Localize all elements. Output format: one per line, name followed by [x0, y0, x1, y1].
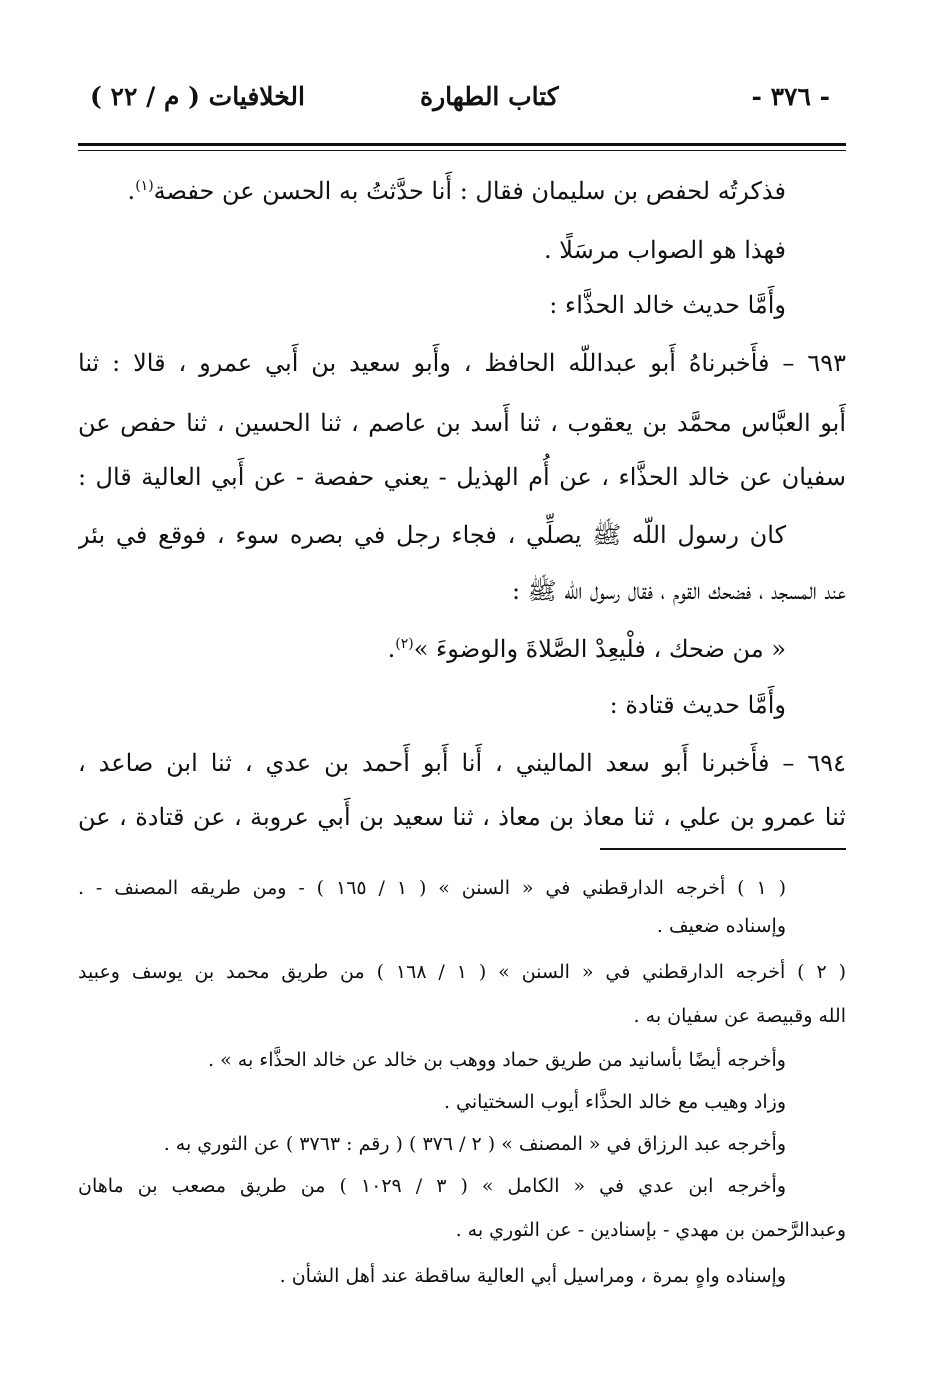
- footnote-1: ( ١ ) أخرجه الدارقطني في « السنن » ( ١ / ١٦٥ ) - ومن طريقه المصنف - .: [78, 877, 787, 899]
- body-line: فهذا هو الصواب مرسَلًا .: [544, 236, 786, 264]
- hadith-quote: « من ضحك ، فلْيعِدْ الصَّلاةَ والوضوءَ »$^{(٢)}$.: [387, 635, 786, 663]
- book-title: الخلافيات ( م / ٢٢ ): [90, 82, 305, 111]
- body-line: أَبو العبَّاس محمَّد بن يعقوب ، ثنا أَسد بن عاصم ، ثنا الحسين ، ثنا حفص عن: [78, 409, 846, 437]
- hadith-693-line: ٦٩٣ – فأَخبرناهُ أَبو عبداللّه الحافظ ، وأَبو سعيد بن أَبي عمرو ، قالا : ثنا: [78, 349, 846, 377]
- footnote-line: وإسناده ضعيف .: [656, 915, 786, 937]
- hadith-694-line: ٦٩٤ – فأَخبرنا أَبو سعد الماليني ، أَنا أَبو أَحمد بن عدي ، ثنا ابن صاعد ،: [78, 749, 846, 777]
- footnote-line: وأخرجه أيضًا بأسانيد من طريق حماد ووهب بن خالد عن خالد الحذَّاء به » .: [208, 1049, 786, 1071]
- footnote-line: الله وقبيصة عن سفيان به .: [633, 1005, 846, 1027]
- footnote-marker: (٢): [395, 636, 414, 652]
- footnote-2: ( ٢ ) أخرجه الدارقطني في « السنن » ( ١ / ١٦٨ ) من طريق محمد بن يوسف وعبيد: [78, 961, 846, 983]
- header-rule-thick: [78, 143, 846, 146]
- footnote-marker: (١): [135, 178, 154, 194]
- body-line: كان رسول اللّه ﷺ يصلِّي ، فجاء رجل في بصره سوء ، فوقع في بئر: [78, 521, 786, 549]
- footnote-line: وأخرجه عبد الرزاق في « المصنف » ( ٢ / ٣٧٦ ) ( رقم : ٣٧٦٣ ) عن الثوري به .: [163, 1133, 786, 1155]
- page-header: [80, 82, 850, 122]
- footnote-line: وأخرجه ابن عدي في « الكامل » ( ٣ / ١٠٢٩ ) من طريق مصعب بن ماهان: [78, 1175, 786, 1197]
- body-line: ثنا عمرو بن علي ، ثنا معاذ بن معاذ ، ثنا سعيد بن أَبي عروبة ، عن قتادة ، عن: [78, 803, 846, 831]
- footnote-line: وزاد وهيب مع خالد الحذَّاء أيوب السختياني .: [443, 1091, 786, 1113]
- section-heading: وأَمَّا حديث قتادة :: [609, 691, 786, 719]
- page-number: - ٣٧٦ -: [751, 82, 830, 111]
- footnote-line: وإسناده واهٍ بمرة ، ومراسيل أبي العالية ساقطة عند أهل الشأن .: [279, 1265, 786, 1287]
- chapter-title: كتاب الطهارة: [420, 82, 559, 111]
- header-rule-thin: [78, 150, 846, 151]
- footnote-separator: [600, 848, 846, 850]
- footnote-line: وعبدالرَّحمن بن مهدي - بإسنادين - عن الثوري به .: [455, 1219, 846, 1241]
- section-heading: وأَمَّا حديث خالد الحذَّاء :: [549, 291, 786, 319]
- body-line: فذكرتُه لحفص بن سليمان فقال : أَنا حدَّثتُ به الحسن عن حفصة$^{(١)}$.: [127, 177, 786, 205]
- body-line: سفيان عن خالد الحذَّاء ، عن أُم الهذيل - يعني حفصة - عن أَبي العالية قال :: [78, 463, 846, 491]
- body-line: عند المسجد ، فضحك القوم ، فقال رسول اللّه ﷺ :: [511, 577, 846, 605]
